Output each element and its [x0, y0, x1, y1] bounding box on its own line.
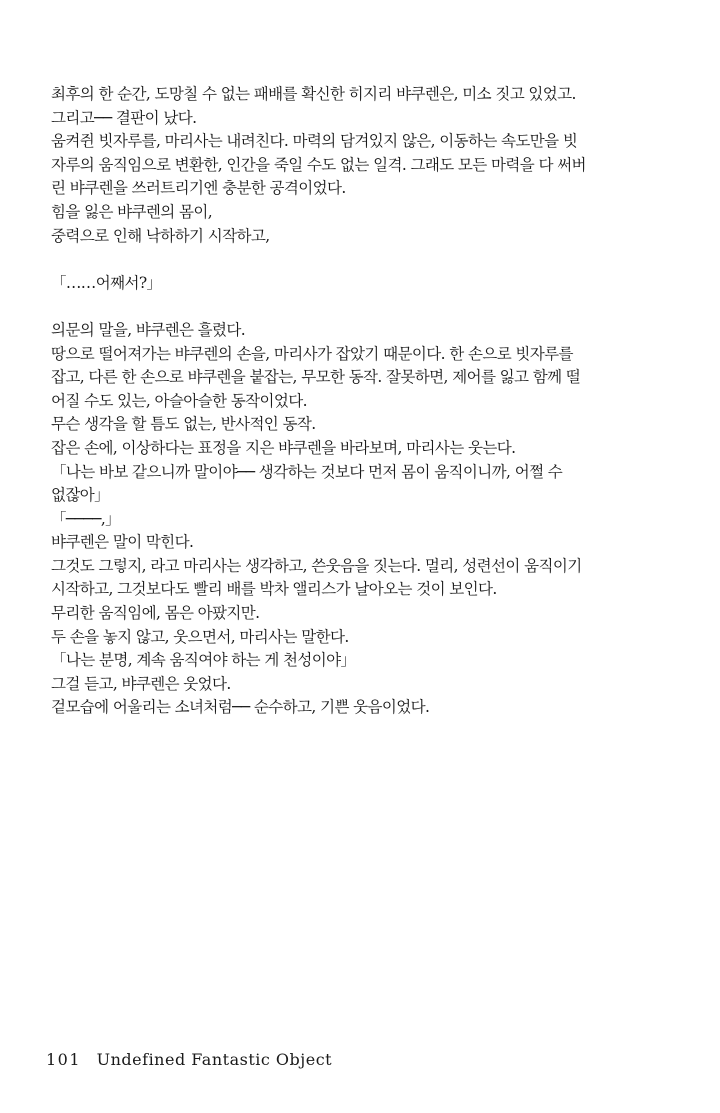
blank-line: [51, 248, 683, 272]
text-line: 린 뱌쿠렌을 쓰러트리기엔 충분한 공격이었다.: [51, 179, 346, 198]
text-line: 힘을 잃은 뱌쿠렌의 몸이,: [51, 202, 213, 221]
text-line: 땅으로 떨어져가는 뱌쿠렌의 손을, 마리사가 잡았기 때문이다. 한 손으로 빗자루를: [51, 344, 573, 363]
text-line: 그리고── 결판이 났다.: [51, 108, 197, 127]
text-line: 무리한 움직임에, 몸은 아팠지만.: [51, 604, 260, 623]
book-title: Undefined Fantastic Object: [96, 1050, 333, 1069]
dialogue-line: 「나는 바보 같으니까 말이야── 생각하는 것보다 먼저 몸이 움직이니까, 어쩔 수: [51, 462, 563, 481]
page-number: 101: [46, 1050, 82, 1069]
text-line: 자루의 움직임으로 변환한, 인간을 죽일 수도 없는 일격. 그래도 모든 마력을 다 써버: [51, 155, 586, 174]
text-line: 의문의 말을, 뱌쿠렌은 흘렸다.: [51, 320, 246, 339]
text-line: 움켜쥔 빗자루를, 마리사는 내려친다. 마력의 담겨있지 않은, 이동하는 속도만을 빗: [51, 132, 578, 151]
text-line: 무슨 생각을 할 틈도 없는, 반사적인 동작.: [51, 415, 316, 434]
text-line: 그걸 듣고, 뱌쿠렌은 웃었다.: [51, 674, 231, 693]
text-line: 그것도 그렇지, 라고 마리사는 생각하고, 쓴웃음을 짓는다. 멀리, 성련선이 움직이기: [51, 556, 582, 575]
text-line: 겉모습에 어울리는 소녀처럼── 순수하고, 기쁜 웃음이었다.: [51, 698, 430, 717]
dialogue-line: 「……어째서?」: [51, 273, 162, 292]
text-line: 시작하고, 그것보다도 빨리 배를 박차 앨리스가 날아오는 것이 보인다.: [51, 580, 497, 599]
dialogue-line: 없잖아」: [51, 486, 110, 505]
blank-line: [51, 295, 683, 319]
text-line: 잡은 손에, 이상하다는 표정을 지은 뱌쿠렌을 바라보며, 마리사는 웃는다.: [51, 438, 516, 457]
text-line: 최후의 한 순간, 도망칠 수 없는 패배를 확신한 히지리 뱌쿠렌은, 미소 짓고 있었고.: [51, 85, 576, 103]
text-line: 뱌쿠렌은 말이 막힌다.: [51, 533, 194, 552]
text-line: 두 손을 놓지 않고, 웃으면서, 마리사는 말한다.: [51, 627, 349, 646]
dialogue-line: 「나는 분명, 계속 움직여야 하는 게 천성이야」: [51, 651, 356, 670]
page-footer: [46, 1050, 332, 1069]
text-line: 잡고, 다른 한 손으로 뱌쿠렌을 붙잡는, 무모한 동작. 잘못하면, 제어를 잃고 함께 떨: [51, 368, 581, 387]
dialogue-line: 「────,」: [51, 509, 121, 528]
text-line: 중력으로 인해 낙하하기 시작하고,: [51, 226, 270, 245]
body-text: [51, 83, 683, 720]
text-line: 어질 수도 있는, 아슬아슬한 동작이었다.: [51, 391, 307, 410]
